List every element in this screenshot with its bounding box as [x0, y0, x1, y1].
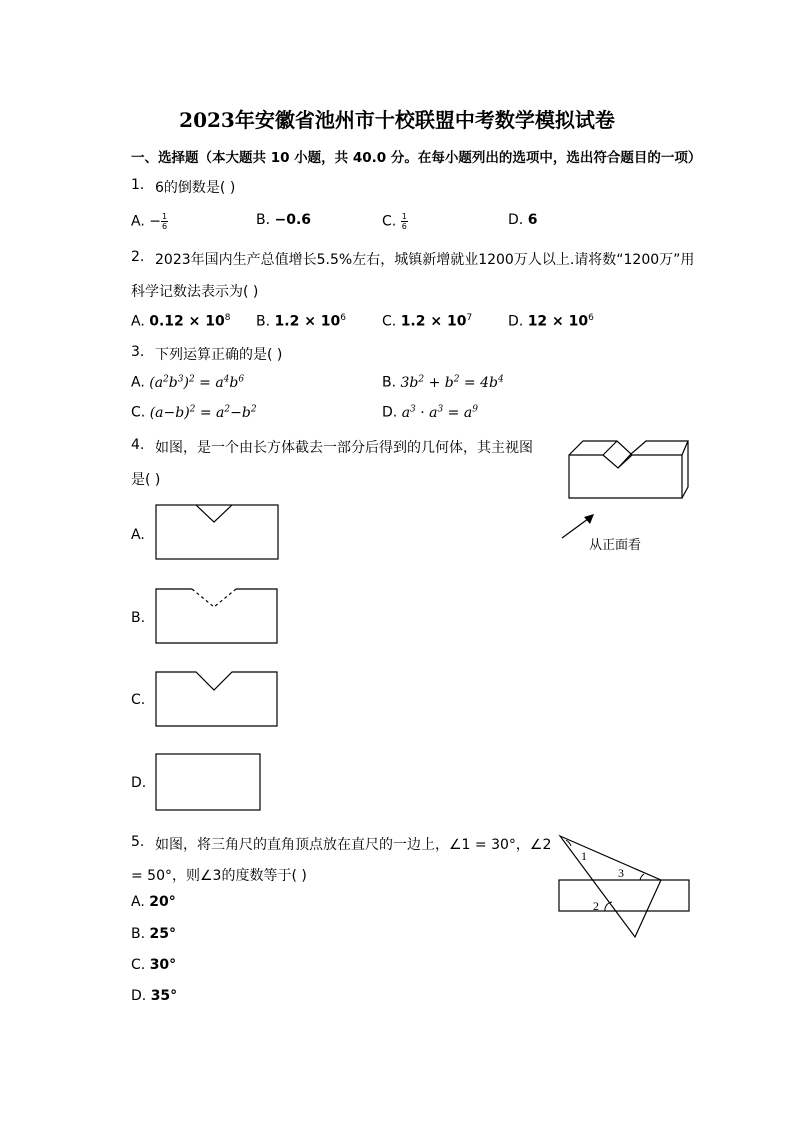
- q4-number: 4.: [131, 437, 145, 453]
- q3-option-b-label: B.: [382, 374, 397, 391]
- q5-option-a-text: 20°: [149, 894, 176, 910]
- q5-triangle: [560, 836, 661, 937]
- q3-option-a[interactable]: [131, 374, 244, 391]
- q1-option-c-numerator: 1: [401, 212, 407, 221]
- q5-angle1-label: 1: [581, 849, 587, 863]
- q1-stem: 6的倒数是( ): [155, 180, 236, 196]
- q5-angle2-arc: [605, 902, 612, 911]
- q2-option-a[interactable]: [131, 313, 230, 330]
- q2-number: 2.: [131, 249, 145, 265]
- q4-solid-front-face: [569, 455, 682, 498]
- q1-option-b[interactable]: [256, 212, 311, 228]
- q3-option-c-expression: $(a-b)^2 = a^2-b^2$: [149, 404, 257, 421]
- q2-option-d[interactable]: [508, 313, 594, 330]
- q3-option-d[interactable]: [382, 404, 478, 421]
- q3-option-b-expression: $3b^2 + b^2 = 4b^4$: [400, 374, 504, 391]
- q1-option-d-text: 6: [527, 212, 538, 228]
- q4-option-c-figure[interactable]: [155, 670, 279, 727]
- q3-stem: 下列运算正确的是( ): [155, 347, 283, 363]
- q4-option-b-label[interactable]: B.: [131, 610, 146, 626]
- q3-option-c[interactable]: [131, 404, 257, 421]
- q1-option-b-text: −0.6: [274, 212, 312, 228]
- q1-option-a-label: A.: [131, 213, 145, 230]
- q5-option-b-text: 25°: [149, 926, 176, 942]
- q5-option-d-label: D.: [131, 988, 147, 1004]
- q5-option-b[interactable]: [131, 926, 176, 942]
- q5-option-d[interactable]: [131, 988, 177, 1004]
- q5-number: 5.: [131, 834, 145, 850]
- q2-option-a-base: 0.12 × 10: [149, 313, 225, 330]
- q4-option-a-figure[interactable]: [155, 504, 279, 560]
- q4-solid-side-face: [682, 441, 688, 498]
- q1-option-a-sign: −: [149, 213, 161, 230]
- q3-option-b[interactable]: [382, 374, 504, 391]
- q2-option-d-exp: 6: [588, 313, 594, 323]
- q3-option-d-label: D.: [382, 404, 398, 421]
- q4-option-d-figure[interactable]: [155, 753, 261, 811]
- q1-option-c-label: C.: [382, 213, 397, 230]
- q1-option-a-denominator: 6: [161, 222, 168, 231]
- section-heading: 一、选择题（本大题共 10 小题，共 40.0 分。在每小题列出的选项中，选出符合题目的一项）: [131, 150, 702, 166]
- q2-option-b-base: 1.2 × 10: [274, 313, 341, 330]
- q1-option-c-fraction: [401, 212, 408, 231]
- q5-option-a-label: A.: [131, 894, 145, 910]
- q4-option-a-label[interactable]: A.: [131, 527, 145, 543]
- q2-option-d-label: D.: [508, 313, 524, 330]
- q3-option-a-expression: $(a^2b^3)^2 = a^4b^6$: [149, 374, 245, 391]
- q4-option-c-label[interactable]: C.: [131, 692, 146, 708]
- q5-option-c-text: 30°: [149, 957, 177, 973]
- q5-option-a[interactable]: [131, 894, 176, 910]
- q1-option-b-label: B.: [256, 212, 271, 228]
- q2-option-c-label: C.: [382, 313, 397, 330]
- q2-option-b-exp: 6: [340, 313, 347, 323]
- q1-number: 1.: [131, 177, 145, 193]
- q5-angle2-label: 2: [593, 899, 599, 913]
- q3-option-d-expression: $a^3 \cdot a^3 = a^9$: [401, 404, 478, 421]
- q4-solid-notch-edges: [603, 441, 632, 468]
- q4-solid-figure: [560, 435, 700, 510]
- q4-stem-line2: 是( ): [131, 472, 161, 488]
- q1-option-d[interactable]: [508, 212, 537, 228]
- q2-option-b-label: B.: [256, 313, 271, 330]
- q2-option-a-label: A.: [131, 313, 145, 330]
- q5-stem-line2: = 50°，则∠3的度数等于( ): [131, 868, 307, 884]
- q2-option-c-exp: 7: [466, 313, 473, 323]
- q4-solid-top-edges: [569, 441, 688, 455]
- q5-option-c[interactable]: [131, 957, 176, 973]
- q3-number: 3.: [131, 344, 145, 360]
- q1-option-a[interactable]: [131, 212, 168, 231]
- q4-figure-caption: 从正面看: [589, 538, 642, 553]
- q2-option-b[interactable]: [256, 313, 346, 330]
- q1-option-a-numerator: 1: [161, 212, 168, 221]
- q4-stem-line1: 如图，是一个由长方体截去一部分后得到的几何体，其主视图: [155, 440, 533, 456]
- q5-angle3-arc: [640, 874, 644, 880]
- q4-option-b-figure[interactable]: [155, 587, 279, 644]
- q4-option-d-label[interactable]: D.: [131, 775, 147, 791]
- q1-option-a-fraction: [161, 212, 168, 231]
- q5-stem-line1: 如图，将三角尺的直角顶点放在直尺的一边上，∠1 = 30°，∠2: [155, 837, 552, 853]
- q2-option-d-base: 12 × 10: [527, 313, 589, 330]
- q1-option-c[interactable]: [382, 212, 408, 231]
- q3-option-a-label: A.: [131, 374, 145, 391]
- q2-stem-line2: 科学记数法表示为( ): [131, 284, 259, 300]
- q3-option-c-label: C.: [131, 404, 146, 421]
- q5-option-b-label: B.: [131, 926, 146, 942]
- q2-option-c[interactable]: [382, 313, 472, 330]
- q5-ruler-triangle-figure: [558, 834, 693, 940]
- q5-ruler: [559, 880, 689, 911]
- q2-option-c-base: 1.2 × 10: [400, 313, 467, 330]
- q5-option-c-label: C.: [131, 957, 146, 973]
- q2-stem-line1: 2023年国内生产总值增长5.5%左右，城镇新增就业1200万人以上.请将数“1200万”用: [155, 252, 695, 268]
- q2-option-a-exp: 8: [224, 313, 231, 323]
- q1-option-c-denominator: 6: [401, 222, 407, 231]
- page-title: 2023年安徽省池州市十校联盟中考数学模拟试卷: [179, 108, 615, 132]
- q5-angle3-label: 3: [618, 866, 624, 880]
- q1-option-d-label: D.: [508, 212, 524, 228]
- q5-option-d-text: 35°: [150, 988, 178, 1004]
